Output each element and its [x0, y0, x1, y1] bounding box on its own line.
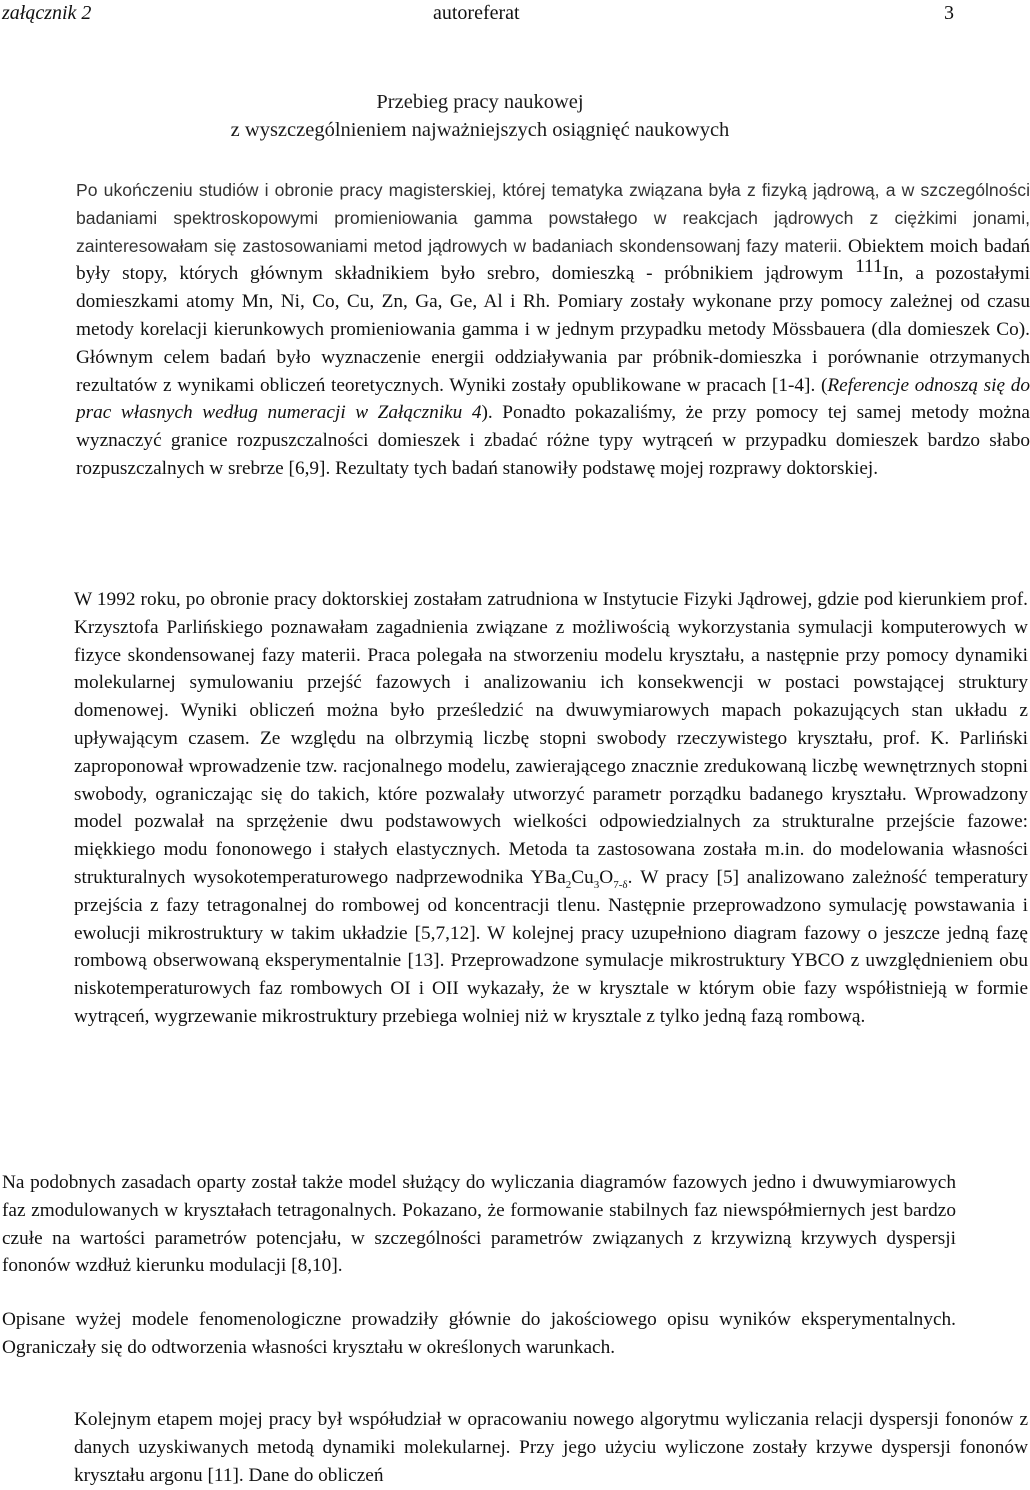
formula-subscript-cu: 3 [593, 878, 600, 891]
section-title: Przebieg pracy naukowej [376, 91, 584, 113]
paragraph-2-part-d: . W pracy [5] analizowano zależność temperatury przejścia z fazy tetragonalnej do rombowej od koncentracji tlenu. Następnie przeprowadzono symulację powstawania i ewolucji mikrostruktury w takim układzie [5,7,12]. W kolejnej pracy uzupełniono diagram fazowy o jeszcze jedną fazę rombową obserwowaną eksperymentalnie [13]. Przeprowadzone symulacje mikrostruktury YBCO z uwzględnieniem obu niskotemperaturowych faz rombowych OI i OII wykazały, że w krysztale w którym obie fazy współistnieją w formie wytrąceń, wygrzewanie mikrostruktury przebiega wolniej niż w krysztale z tylko jedną fazą rombową. [74, 866, 1028, 1027]
section-subtitle: z wyszczególnieniem najważniejszych osiągnięć naukowych [230, 119, 730, 141]
formula-cu: Cu [571, 866, 594, 888]
page-header [2, 2, 954, 30]
isotope-mass-number: 111 [855, 256, 883, 278]
formula-subscript-ba: 2 [565, 878, 572, 891]
paragraph-simulation-work [2, 586, 1028, 1031]
header-attachment-label: załącznik 2 [2, 2, 92, 24]
header-document-title: autoreferat [433, 2, 520, 24]
formula-o: O [599, 866, 614, 888]
paragraph-phenomenological-models: Opisane wyżej modele fenomenologiczne prowadziły głównie do jakościowego opisu wyników eksperymentalnych. Ograniczały się do odtworzenia własności kryształu w określonych warunkach. [2, 1309, 956, 1358]
paragraph-2-part-a: W 1992 roku, po obronie pracy doktorskiej zostałam zatrudniona w Instytucie Fizyki Jądrowej, gdzie pod kierunkiem prof. Krzysztofa Parlińskiego poznawałam zagadnienia związane z możliwością wykorzystania symulacji komputerowych w fizyce skondensowanej fazy materii. Praca polegała na stworzeniu modelu kryształu, a następnie przy pomocy dynamiki molekularnej symulowaniu przejść fazowych i analizowaniu ich konsekwencji w postaci powstającej struktury domenowej. Wyniki obliczeń można było prześledzić na dwuwymiarowych mapach pokazujących stan układu z upływającym czasem. Ze względu na olbrzymią liczbę stopni swobody rzeczywistego kryształu, prof. K. Parliński zaproponował wprowadzenie tzw. racjonalnego modelu, zawierającego znacznie zredukowaną liczbę wewnętrznych stopni swobody, ograniczając się do takich, które pozwalały utworzyć parametr porządku badanego kryształu. Wprowadzony model pozwalał na sprzężenie dwu podstawowych wielkości odpowiedzialnych za strukturalne przejście fazowe: miękkiego modu fononowego i stałych elastycznych. Metoda ta zastosowana została m.in. do modelowania własności strukturalnych wysokotemperaturowego nadprzewodnika YBa [74, 589, 1028, 888]
paragraph-1-part-a: Po ukończeniu studiów i obronie pracy magisterskiej, której tematyka związana była z fizyką jądrową, a w szczególności badaniami spektroskopowymi promieniowania gamma powstałego w reakcjach jądrowych z ciężkimi jonami, zainteresowałam się zastosowaniami metod jądrowych w badaniach skondensowanj fazy materii. [76, 180, 1030, 256]
paragraph-1-part-c: In, a pozostałymi domieszkami atomy Mn, Ni, Co, Cu, Zn, Ga, Ge, Al i Rh. Pomiary zostały wykonane przy pomocy zależnej od czasu metody korelacji kierunkowych promieniowania gamma i w jednym przypadku metody Mössbauera (dla domieszek Co). Głównym celem badań było wyznaczenie energii oddziaływania par próbnik-domieszka i porównanie otrzymanych rezultatów z wynikami obliczeń teoretycznych. Wyniki zostały opublikowane w pracach [1-4]. ( [76, 263, 1030, 396]
references-note: Referencje odnoszą się do prac własnych według numeracji w Załączniku 4 [76, 374, 1030, 424]
page-number: 3 [944, 2, 954, 24]
paragraph-modulated-phases: Na podobnych zasadach oparty został także model służący do wyliczania diagramów fazowych jedno i dwuwymiarowych faz zmodulowanych w kryształach tetragonalnych. Pokazano, że formowanie stabilnych faz niewspółmiernych jest bardzo czułe na wartości parametrów potencjału, w szczególności parametrów związanych z krzywizną krzywych dyspersji fononów wzdłuż kierunku modulacji [8,10]. [2, 1172, 956, 1277]
paragraph-1-part-b: Obiektem moich badań były stopy, których głównym składnikiem było srebro, domieszką - próbnikiem jądrowym [76, 235, 1030, 285]
formula-subscript-o: 7-δ [613, 878, 628, 891]
paragraph-phd-research [2, 177, 1030, 483]
paragraph-phonon-dispersion: Kolejnym etapem mojej pracy był współudział w opracowaniu nowego algorytmu wyliczania relacji dyspersji fononów z danych uzyskiwanych metodą dynamiki molekularnej. Przy jego użyciu wyliczone zostały krzywe dyspersji fononów kryształu argonu [11]. Dane do obliczeń [74, 1409, 1028, 1486]
paragraph-1-part-d: ). Ponadto pokazaliśmy, że przy pomocy tej samej metody można wyznaczyć granice rozpuszczalności domieszek i zbadać różne typy wytrąceń w przypadku domieszek bardzo słabo rozpuszczalnych w srebrze [6,9]. Rezultaty tych badań stanowiły podstawę mojej rozprawy doktorskiej. [76, 402, 1030, 479]
